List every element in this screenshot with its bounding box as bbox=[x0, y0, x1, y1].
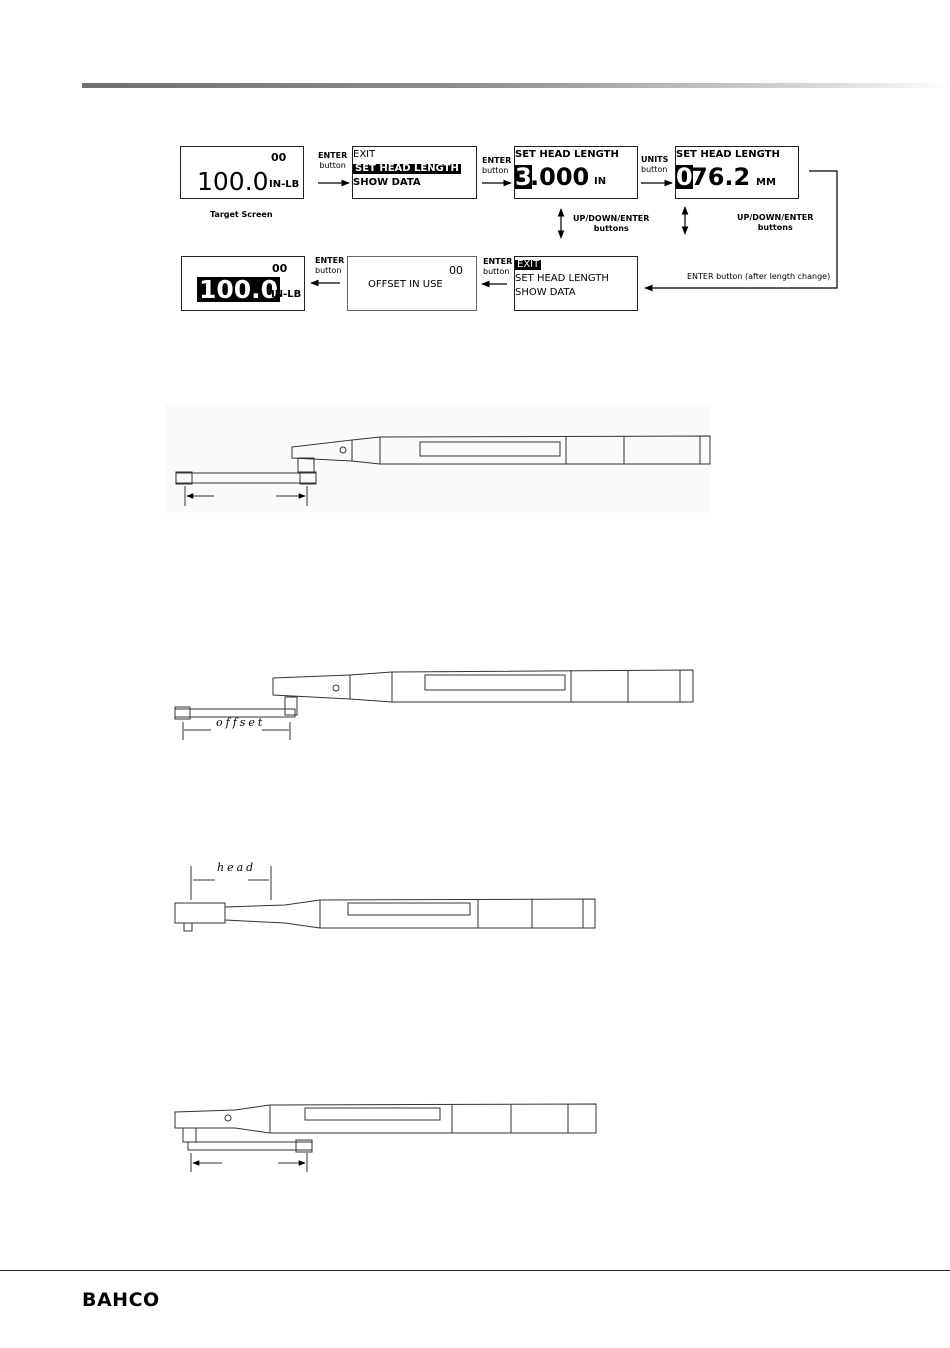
screen-code: 00 bbox=[271, 151, 287, 164]
length-value: .000 bbox=[530, 163, 590, 191]
units-arrow-label: UNITS button bbox=[641, 155, 669, 174]
bahco-logo: BAHCO bbox=[82, 1289, 160, 1311]
screen-code: 00 bbox=[449, 264, 463, 277]
screen-title: SET HEAD LENGTH bbox=[676, 149, 780, 160]
menu-exit-selected: EXIT bbox=[517, 259, 540, 270]
menu-show-data: SHOW DATA bbox=[353, 177, 421, 188]
torque-value: 100.0 bbox=[197, 167, 269, 196]
wrench-drawing-3 bbox=[175, 866, 595, 931]
enter-arrow-label-4: ENTER button bbox=[483, 257, 513, 276]
offset-message: OFFSET IN USE bbox=[368, 279, 443, 290]
menu-set-head-length: SET HEAD LENGTH bbox=[515, 273, 609, 284]
length-value: 76.2 bbox=[691, 163, 751, 191]
wrench-drawing-1 bbox=[165, 405, 710, 513]
updown-label-2: UP/DOWN/ENTER buttons bbox=[737, 213, 814, 232]
wrench-drawing-4 bbox=[175, 1104, 596, 1172]
offset-dimension-label: offset bbox=[216, 716, 266, 729]
footer-rule bbox=[0, 1270, 950, 1271]
cursor-digit: 3 bbox=[515, 163, 532, 191]
head-dimension-label: head bbox=[217, 861, 257, 874]
target-screen-caption: Target Screen bbox=[210, 210, 273, 219]
menu-exit: EXIT bbox=[353, 149, 376, 160]
wrench-drawing-2 bbox=[175, 670, 693, 740]
torque-unit: IN-LB bbox=[271, 289, 302, 300]
length-unit: MM bbox=[756, 177, 776, 188]
screen-title: SET HEAD LENGTH bbox=[515, 149, 619, 160]
length-unit: IN bbox=[594, 176, 607, 187]
menu-set-head-length-selected: SET HEAD LENGTH bbox=[355, 163, 459, 174]
screen-code: 00 bbox=[272, 262, 288, 275]
enter-after-length-change-label: ENTER button (after length change) bbox=[687, 272, 831, 281]
enter-arrow-label-1: ENTER button bbox=[318, 151, 348, 170]
flow-arrows bbox=[311, 171, 837, 288]
enter-arrow-label-2: ENTER button bbox=[482, 156, 512, 175]
updown-label-1: UP/DOWN/ENTER buttons bbox=[573, 214, 650, 233]
cursor-digit: 0 bbox=[676, 163, 693, 191]
enter-arrow-label-5: ENTER button bbox=[315, 256, 345, 275]
torque-unit: IN-LB bbox=[269, 179, 300, 190]
torque-value: 100.0 bbox=[199, 275, 279, 304]
menu-show-data: SHOW DATA bbox=[515, 287, 576, 298]
